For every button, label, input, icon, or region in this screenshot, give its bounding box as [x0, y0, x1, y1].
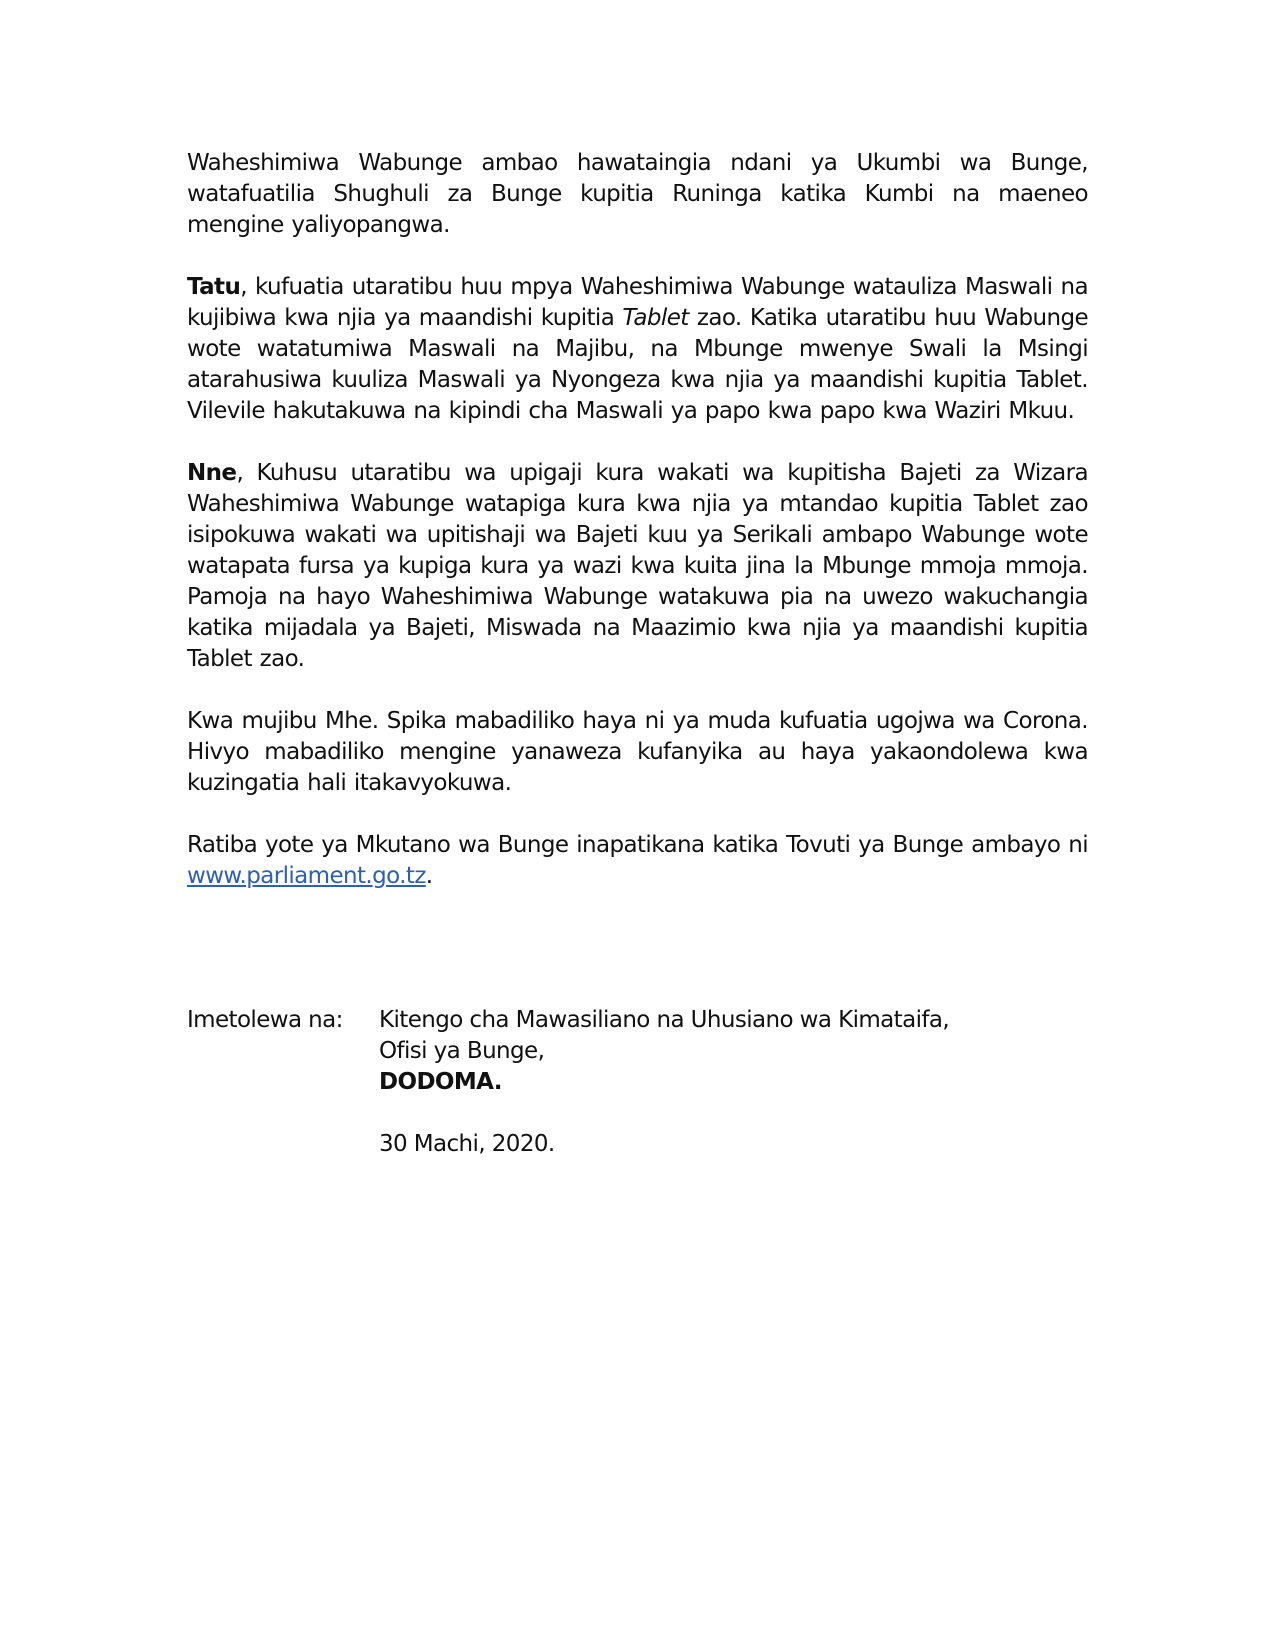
- paragraph-lead-tatu: Tatu: [187, 274, 241, 300]
- paragraph-text: zao. Katika utaratibu huu Wabunge wote watatumiwa Maswali na Majibu, na Mbunge mwenye Swali la Msingi atarahusiwa kuuliza Maswali ya Nyongeza kwa njia ya maandishi kupitia Tablet. Vilevile hakutakuwa na kipindi cha Maswali ya papo kwa papo kwa Waziri Mkuu.: [187, 305, 1088, 424]
- paragraph-text: Waheshimiwa Wabunge ambao hawataingia ndani ya Ukumbi wa Bunge, watafuatilia Shughuli za Bunge kupitia Runinga katika Kumbi na maeneo mengine yaliyopangwa.: [187, 150, 1088, 238]
- paragraph-tatu: [187, 272, 1088, 427]
- paragraph-nne: [187, 458, 1088, 675]
- paragraph-lead-nne: Nne: [187, 460, 237, 486]
- paragraph-text: Kwa mujibu Mhe. Spika mabadiliko haya ni ya muda kufuatia ugojwa wa Corona. Hivyo mabadiliko mengine yanaweza kufanyika au haya yakaondolewa kwa kuzingatia hali itakavyokuwa.: [187, 708, 1088, 796]
- parliament-website-link[interactable]: www.parliament.go.tz: [187, 863, 426, 889]
- signature-block: [187, 1005, 949, 1160]
- signature-line-ofisi: Ofisi ya Bunge,: [379, 1038, 545, 1064]
- paragraph-ukumbi: [187, 148, 1088, 241]
- paragraph-corona: [187, 706, 1088, 799]
- paragraph-text: .: [425, 863, 433, 889]
- signature-date: 30 Machi, 2020.: [379, 1131, 555, 1157]
- paragraph-text: Ratiba yote ya Mkutano wa Bunge inapatikana katika Tovuti ya Bunge ambayo ni: [187, 832, 1088, 858]
- signature-city: DODOMA.: [379, 1069, 502, 1095]
- signature-office: Kitengo cha Mawasiliano na Uhusiano wa Kimataifa,: [379, 1007, 950, 1033]
- paragraph-text: , Kuhusu utaratibu wa upigaji kura wakati wa kupitisha Bajeti za Wizara Waheshimiwa Wabunge watapiga kura kwa njia ya mtandao kupitia Tablet zao isipokuwa wakati wa upitishaji wa Bajeti kuu ya Serikali ambapo Wabunge wote watapata fursa ya kupiga kura ya wazi kwa kuita jina la Mbunge mmoja mmoja. Pamoja na hayo Waheshimiwa Wabunge watakuwa pia na uwezo wakuchangia katika mijadala ya Bajeti, Miswada na Maazimio kwa njia ya maandishi kupitia Tablet zao.: [187, 460, 1088, 672]
- paragraph-text: , kufuatia utaratibu huu mpya Waheshimiwa Wabunge watauliza Maswali na kujibiwa kwa njia ya maandishi kupitia: [187, 274, 1088, 331]
- italic-tablet: Tablet: [622, 305, 689, 331]
- paragraph-ratiba: [187, 830, 1088, 892]
- document-body: [187, 148, 1088, 923]
- signature-issuer-row: [187, 1005, 949, 1036]
- signature-label: Imetolewa na:: [187, 1007, 343, 1033]
